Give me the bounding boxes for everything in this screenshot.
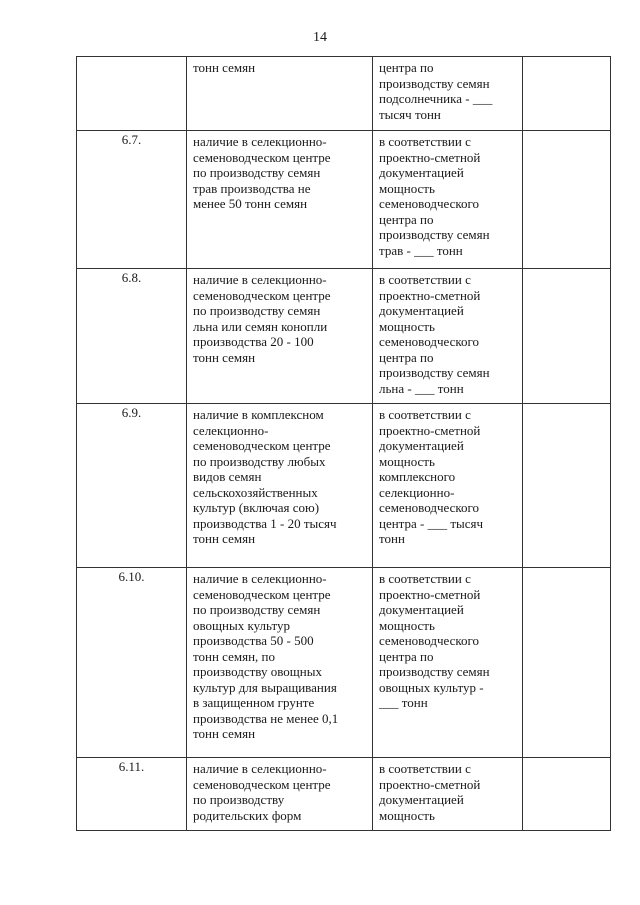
item-description: тонн семян bbox=[187, 57, 373, 131]
item-extra-cell bbox=[523, 568, 611, 758]
item-extra-cell bbox=[523, 131, 611, 269]
item-number bbox=[77, 57, 187, 131]
item-number: 6.11. bbox=[77, 758, 187, 831]
table-row bbox=[77, 269, 611, 404]
item-extra-cell bbox=[523, 758, 611, 831]
item-extra-cell bbox=[523, 404, 611, 568]
table-row bbox=[77, 568, 611, 758]
table-row bbox=[77, 404, 611, 568]
item-condition: в соответствии с проектно-сметной документацией мощность семеноводческого центра по производству семян овощных культур - ___ тонн bbox=[373, 568, 523, 758]
table-row bbox=[77, 131, 611, 269]
item-description: наличие в селекционно- семеноводческом центре по производству семян льна или семян конопли производства 20 - 100 тонн семян bbox=[187, 269, 373, 404]
table-row bbox=[77, 758, 611, 831]
item-extra-cell bbox=[523, 269, 611, 404]
item-number: 6.7. bbox=[77, 131, 187, 269]
item-condition: в соответствии с проектно-сметной документацией мощность комплексного селекционно- семеноводческого центра - ___ тысяч тонн bbox=[373, 404, 523, 568]
item-description: наличие в селекционно- семеноводческом центре по производству семян овощных культур производства 50 - 500 тонн семян, по производству овощных культур для выращивания в защищенном грунте производства не менее 0,1 тонн семян bbox=[187, 568, 373, 758]
item-condition: в соответствии с проектно-сметной документацией мощность семеноводческого центра по производству семян трав - ___ тонн bbox=[373, 131, 523, 269]
item-condition: в соответствии с проектно-сметной документацией мощность bbox=[373, 758, 523, 831]
item-description: наличие в комплексном селекционно- семеноводческом центре по производству любых видов семян сельскохозяйственных культур (включая сою) производства 1 - 20 тысяч тонн семян bbox=[187, 404, 373, 568]
item-description: наличие в селекционно- семеноводческом центре по производству семян трав производства не менее 50 тонн семян bbox=[187, 131, 373, 269]
page-number: 14 bbox=[313, 30, 327, 45]
requirements-table bbox=[76, 56, 611, 831]
item-number: 6.8. bbox=[77, 269, 187, 404]
item-condition: в соответствии с проектно-сметной документацией мощность семеноводческого центра по производству семян льна - ___ тонн bbox=[373, 269, 523, 404]
item-number: 6.9. bbox=[77, 404, 187, 568]
table-row bbox=[77, 57, 611, 131]
item-number: 6.10. bbox=[77, 568, 187, 758]
item-extra-cell bbox=[523, 57, 611, 131]
item-condition: центра по производству семян подсолнечника - ___ тысяч тонн bbox=[373, 57, 523, 131]
item-description: наличие в селекционно- семеноводческом центре по производству родительских форм bbox=[187, 758, 373, 831]
